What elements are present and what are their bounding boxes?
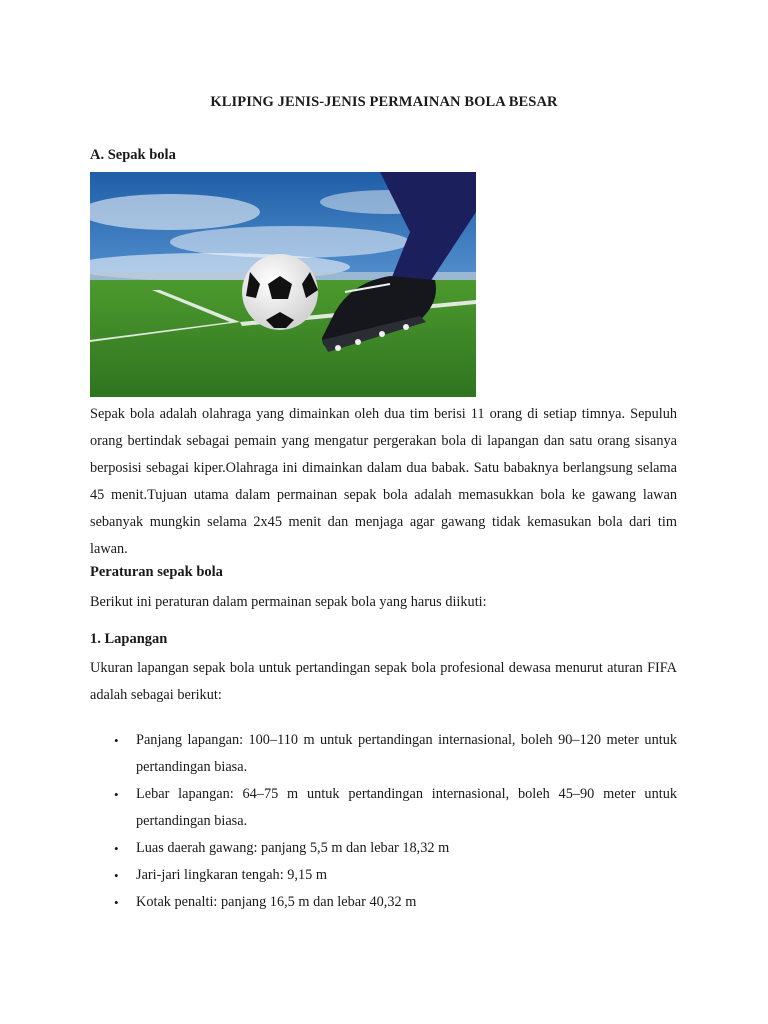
field-intro: Ukuran lapangan sepak bola untuk pertandingan sepak bola profesional dewasa menurut aturan FIFA adalah sebagai berikut: (90, 660, 677, 703)
section-heading-sepak-bola: A. Sepak bola (90, 147, 176, 163)
bullet-icon: • (114, 895, 119, 910)
intro-paragraph: Sepak bola adalah olahraga yang dimainkan oleh dua tim berisi 11 orang di setiap timnya. Sepuluh orang bertindak sebagai pemain yang mengatur pergerakan bola di lapangan dan satu orang sisanya berposisi sebagai kiper.Olahraga ini dimainkan dalam dua babak. Satu babaknya berlangsung selama 45 menit.Tujuan utama dalam permainan sepak bola adalah memasukkan bola ke gawang lawan sebanyak mungkin selama 2x45 menit dan menjaga agar gawang tidak kemasukan bola dari tim lawan. (90, 406, 677, 557)
bullet-icon: • (114, 868, 119, 883)
rules-intro: Berikut ini peraturan dalam permainan sepak bola yang harus diikuti: (90, 594, 487, 610)
bullet-icon: • (114, 787, 119, 802)
field-size-list (90, 727, 677, 916)
bullet-icon: • (114, 733, 119, 748)
list-item-text: Luas daerah gawang: panjang 5,5 m dan lebar 18,32 m (136, 840, 450, 856)
list-item-text: Lebar lapangan: 64–75 m untuk pertandingan internasional, boleh 45–90 meter untuk pertandingan biasa. (136, 786, 677, 829)
list-item (90, 781, 677, 835)
list-item (90, 889, 677, 916)
document-title: KLIPING JENIS-JENIS PERMAINAN BOLA BESAR (210, 94, 558, 110)
list-item-text: Kotak penalti: panjang 16,5 m dan lebar 40,32 m (136, 894, 417, 910)
rules-heading: Peraturan sepak bola (90, 564, 223, 580)
bullet-icon: • (114, 841, 119, 856)
field-heading: 1. Lapangan (90, 631, 168, 647)
list-item (90, 835, 677, 862)
list-item-text: Jari-jari lingkaran tengah: 9,15 m (136, 867, 327, 883)
list-item (90, 862, 677, 889)
soccer-photo (90, 172, 476, 397)
list-item (90, 727, 677, 781)
list-item-text: Panjang lapangan: 100–110 m untuk pertandingan internasional, boleh 90–120 meter untuk pertandingan biasa. (136, 732, 677, 775)
